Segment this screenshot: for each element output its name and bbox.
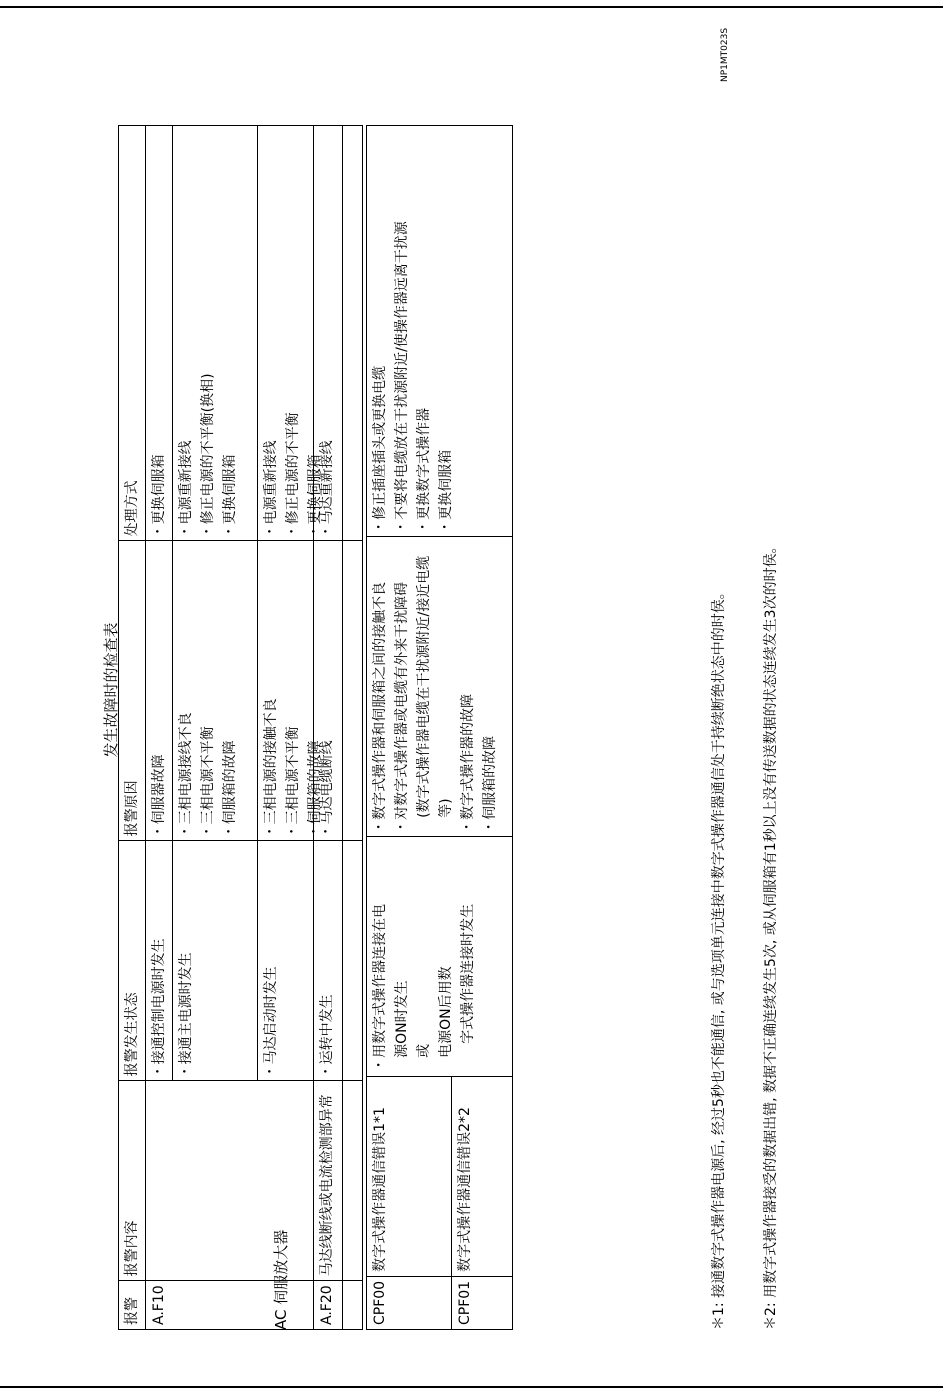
header-state: 报警发生状态 <box>119 841 146 1081</box>
state-item: ・ 马达启动时发生 <box>260 845 282 1076</box>
fix-item: ・ 电源重新接线 <box>260 130 282 536</box>
state-item: ・ 接通控制电源时发生 <box>148 845 170 1076</box>
alarm-code-cpf00: CPF00 <box>367 1276 452 1329</box>
table-a-f20 <box>313 125 363 1330</box>
table-row <box>146 126 173 1330</box>
alarm-code: A.F10 <box>146 1281 343 1330</box>
table-row <box>367 126 452 1330</box>
cause-note: (数字式操作器电缆在干扰源附近/接近电缆等) <box>416 555 454 818</box>
cause-item: ・ 对数字式操作器或电缆有外来干扰障碍 <box>391 541 413 832</box>
fix-item: ・ 修正插座插头或更换电缆 <box>369 130 391 532</box>
cause-item: ・ 伺服箱的故障 <box>304 545 326 836</box>
table-a-f10 <box>118 125 343 1330</box>
cause-item: ・ 三相电源不平衡 <box>197 545 219 836</box>
state-line: 源ON时发生 <box>394 980 410 1058</box>
fix-item: ・ 修正电源的不平衡 <box>282 130 304 536</box>
alarm-content-cpf01: 数字式操作器通信错误2*2 <box>452 1076 513 1276</box>
cause-item: ・ 伺服箱的故障 <box>479 541 501 832</box>
footnote-1: ＊1: 接通数字式操作器电源后, 经过5秒也不能通信, 或与选项单元连接中数字式操作器通信处于持续断绝状态中的时侯。 <box>711 585 727 1330</box>
state-item: ・ 接通主电源时发生 <box>175 845 197 1076</box>
header-content: 报警内容 <box>119 1081 146 1281</box>
fix-item: ・ 马达重新接线 <box>316 130 338 536</box>
footnote-2: ＊2: 用数字式操作器接受的数据出错, 数据不正确连续发生5次, 或从伺服箱有1秒以上没有传送数据的状态连续发生3次的时侯。 <box>763 539 779 1330</box>
cause-item: ・ 马达电缆断线 <box>316 545 338 836</box>
page-title: 发生故障时的检查表 <box>102 622 120 758</box>
cause-item: ・ 数字式操作器的故障 <box>457 541 479 832</box>
state-line: 字式操作器连接时发生 <box>460 903 476 1044</box>
header-cause: 报警原因 <box>119 541 146 841</box>
fix-item: ・ 更换伺服箱 <box>304 130 326 536</box>
cause-item: ・ 三相电源的接触不良 <box>260 545 282 836</box>
fix-item: ・ 不要将电缆放在干扰源附近/使操作器远离干扰源 <box>391 130 413 532</box>
page-subtitle: AC 伺服放大器 <box>272 1229 290 1330</box>
header-fix: 处理方式 <box>119 126 146 541</box>
fix-item: ・ 修正电源的不平衡(换相) <box>197 130 219 536</box>
fix-item: ・ 更换数字式操作器 <box>413 130 435 532</box>
alarm-code-cpf01: CPF01 <box>452 1276 513 1329</box>
alarm-content-cpf00: 数字式操作器通信错误1*1 <box>367 1076 452 1276</box>
figure-id: NP1MT023S <box>720 27 730 82</box>
table-row <box>314 126 363 1330</box>
alarm-content: 马达线断线或电流检测部异常 <box>314 1081 363 1281</box>
header-code: 报警 <box>119 1281 146 1330</box>
state-line: 或 <box>416 1043 432 1058</box>
table-cpf <box>366 125 513 1330</box>
fix-item: ・ 更换伺服箱 <box>148 130 170 536</box>
rotated-page <box>100 27 780 1330</box>
cause-item: ・ 伺服箱的故障 <box>219 545 241 836</box>
alarm-code: A.F20 <box>314 1281 363 1330</box>
bottom-rule <box>0 1386 943 1388</box>
fix-item: ・ 更换伺服箱 <box>219 130 241 536</box>
fix-item: ・ 更换伺服箱 <box>435 130 457 532</box>
cause-item: ・ 伺服器故障 <box>148 545 170 836</box>
state-item: ・ 运转中发生 <box>316 845 338 1076</box>
cause-item: ・ 三相电源不平衡 <box>282 545 304 836</box>
top-rule <box>0 6 943 8</box>
state-line: 电源ON后用数 <box>438 966 454 1058</box>
state-line: ・用数字式操作器连接在电 <box>372 903 388 1072</box>
fix-item: ・ 电源重新接线 <box>175 130 197 536</box>
cause-item: ・ 三相电源接线不良 <box>175 545 197 836</box>
cause-item: ・ 数字式操作器和伺服箱之间的接触不良 <box>369 541 391 832</box>
